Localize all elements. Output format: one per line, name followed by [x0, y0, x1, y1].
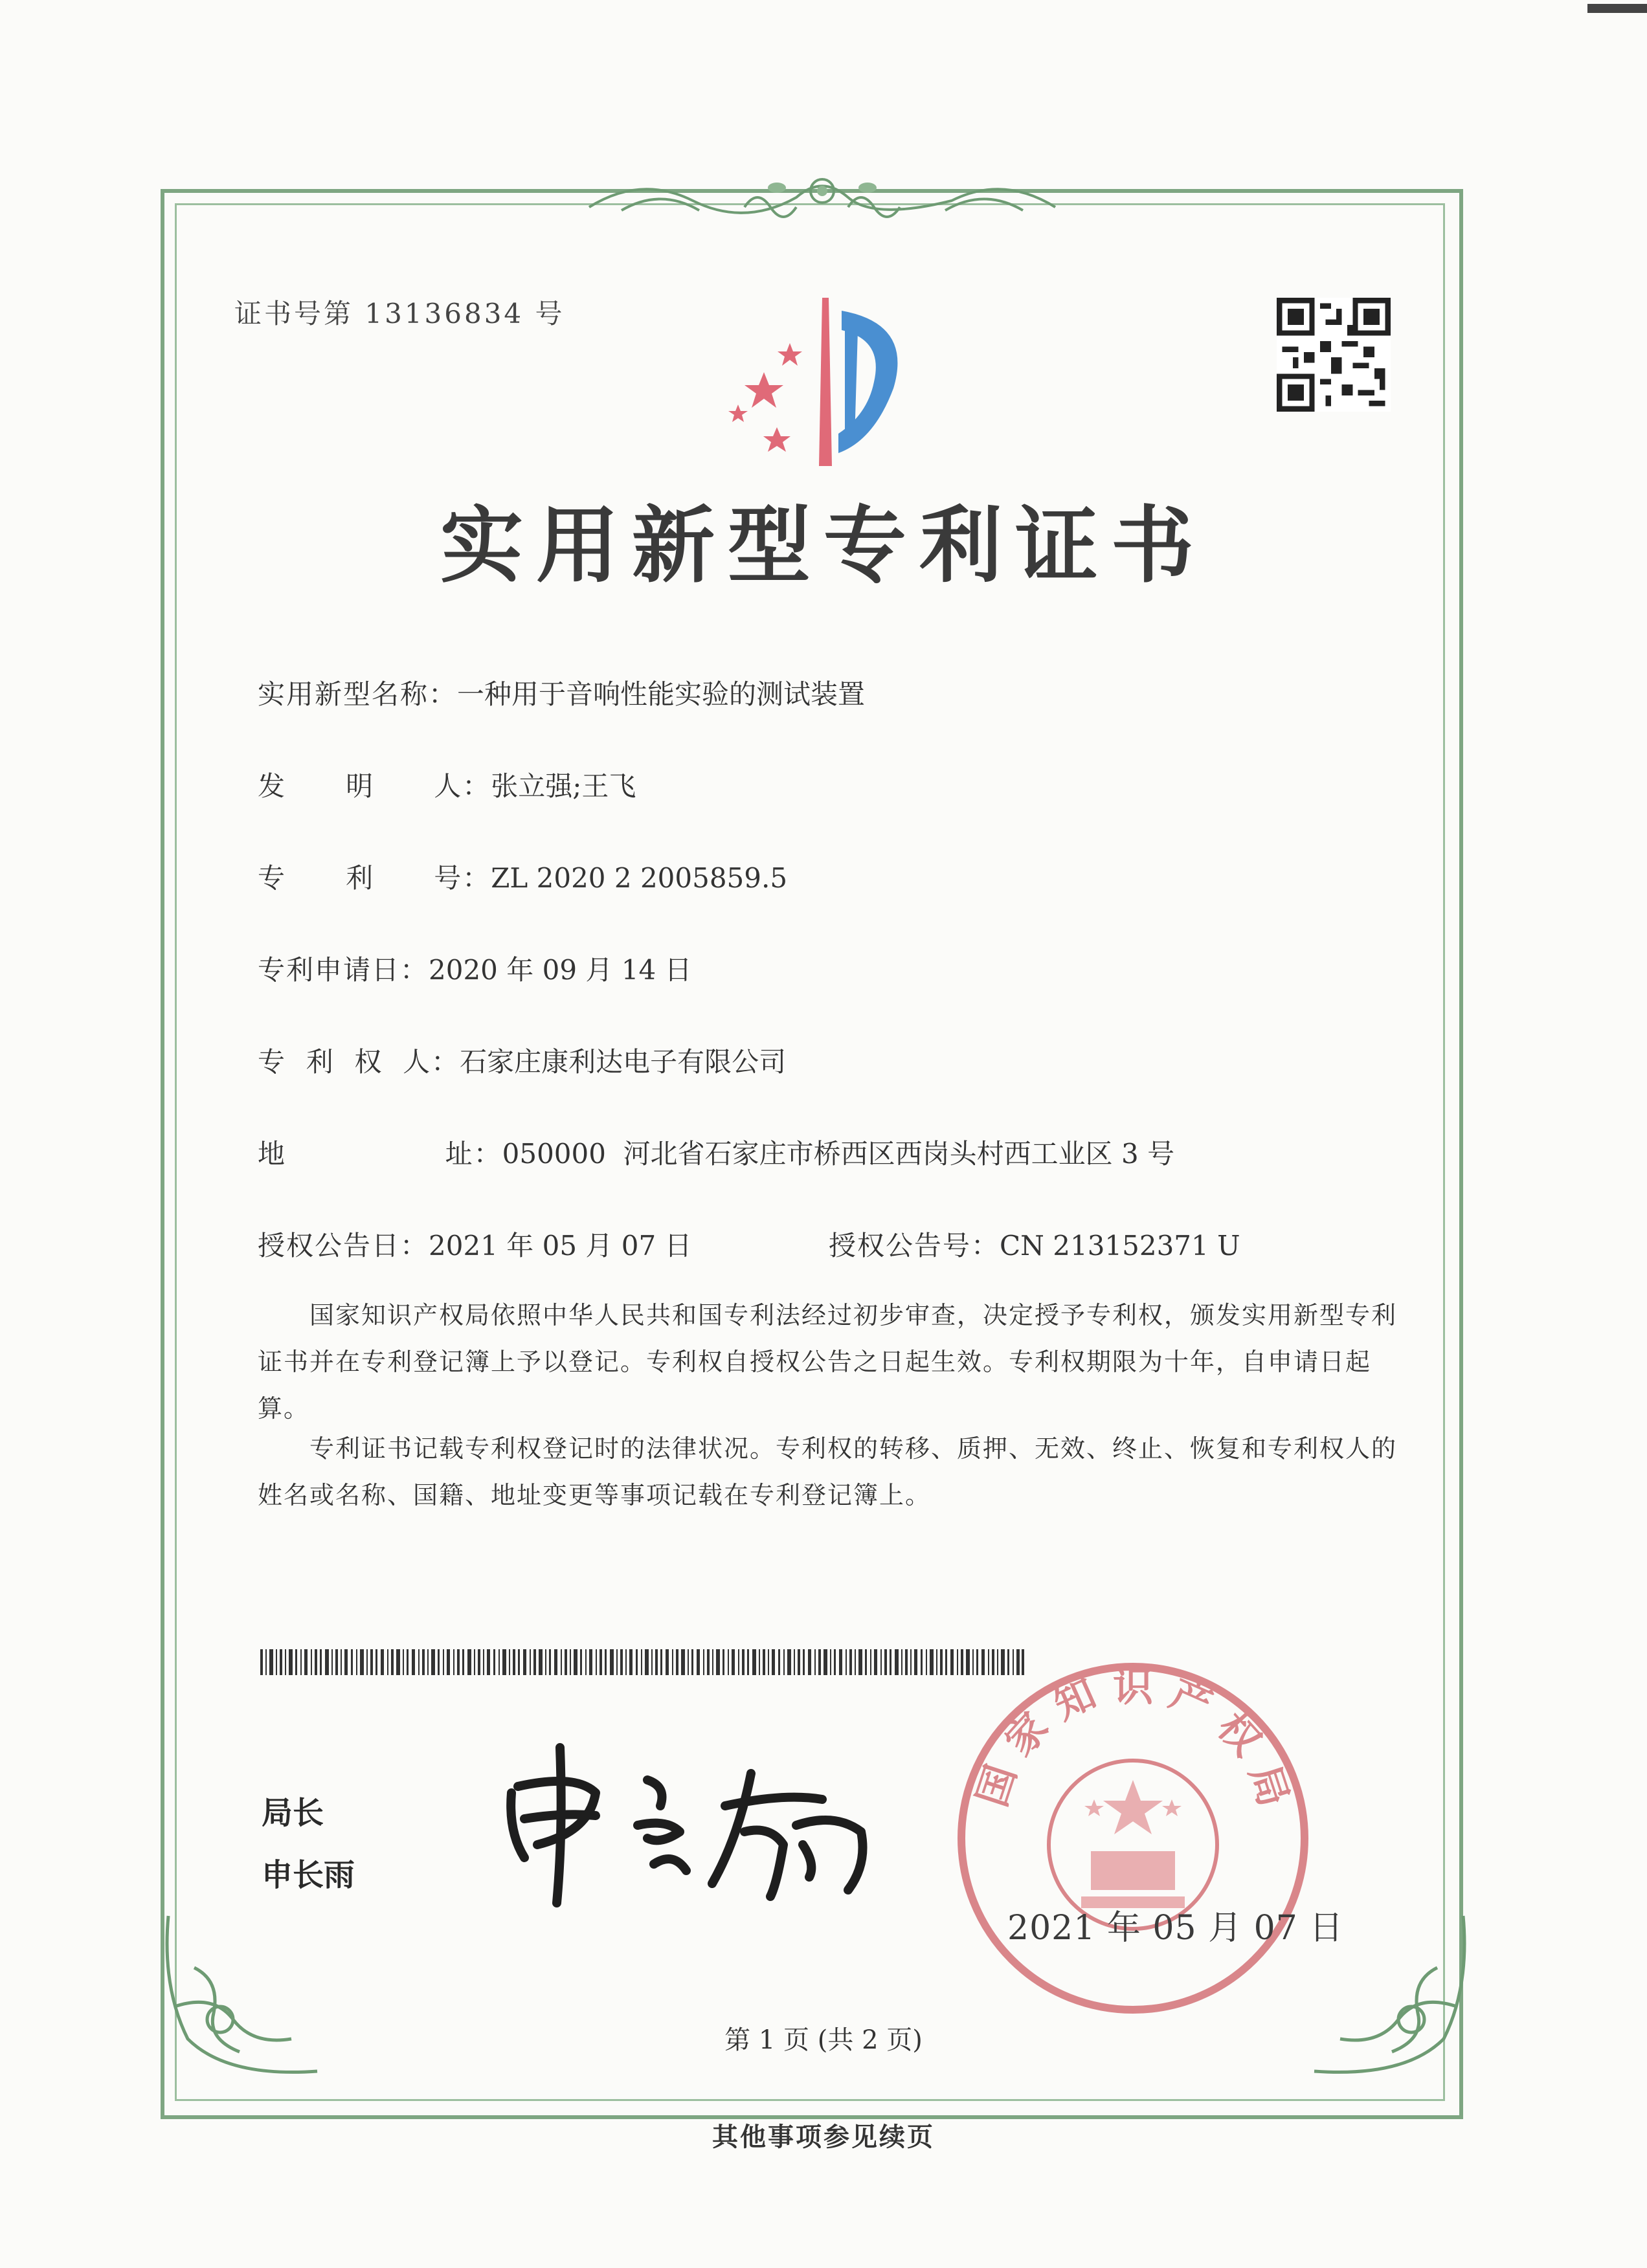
official-seal — [952, 1657, 1314, 2019]
field-label: 授权公告日： — [258, 1230, 429, 1262]
signatory-name: 申长雨 — [262, 1857, 355, 1893]
field-label: 专 利 号： — [258, 862, 491, 894]
seal-date: 2021 年 05 月 07 日 — [1007, 1909, 1344, 1948]
page-number: 第 1 页 (共 2 页) — [724, 2025, 923, 2055]
body-paragraph-2: 专利证书记载专利权登记时的法律状况。专利权的转移、质押、无效、终止、恢复和专利权人的姓名或名称、国籍、地址变更等事项记载在专利登记簿上。 — [258, 1434, 1398, 1509]
top-ornament — [583, 162, 1062, 233]
field-label: 专 利 权 人： — [258, 1046, 460, 1078]
body-paragraph-1: 国家知识产权局依照中华人民共和国专利法经过初步审查，决定授予专利权，颁发实用新型专利证书并在专利登记簿上予以登记。专利权自授权公告之日起生效。专利权期限为十年，自申请日起算。 — [258, 1301, 1398, 1423]
scan-mark — [1587, 4, 1647, 13]
field-grant-date — [258, 1225, 692, 1263]
certificate-number-label: 证书号第 — [234, 298, 354, 329]
field-value: 一种用于音响性能实验的测试装置 — [457, 678, 866, 710]
field-label: 地 址： — [258, 1138, 502, 1170]
barcode — [260, 1649, 1024, 1675]
field-utility-model-name — [258, 673, 865, 712]
field-label: 专利申请日： — [258, 954, 429, 986]
certificate-title: 实用新型专利证书 — [440, 497, 1207, 594]
field-value: 石家庄康利达电子有限公司 — [460, 1046, 787, 1078]
cnipa-emblem-icon — [699, 291, 932, 472]
field-value: 张立强;王飞 — [491, 770, 636, 802]
field-value: 2021 年 05 月 07 日 — [429, 1230, 692, 1262]
field-value: ZL 2020 2 2005859.5 — [491, 862, 788, 894]
field-value: CN 213152371 U — [1000, 1230, 1240, 1262]
field-inventor — [258, 765, 636, 804]
handwritten-signature — [499, 1735, 900, 1916]
field-address — [258, 1133, 1174, 1172]
footer-note: 其他事项参见续页 — [712, 2122, 935, 2152]
field-label: 授权公告号： — [829, 1230, 1000, 1262]
field-grant-number — [829, 1225, 1240, 1263]
certificate-number-value: 13136834 — [364, 298, 524, 329]
field-patent-number — [258, 857, 787, 896]
field-value: 2020 年 09 月 14 日 — [429, 954, 692, 986]
qr-code — [1277, 298, 1391, 412]
svg-text:国 家 知 识 产 权 局: 国 家 知 识 产 权 局 — [968, 1663, 1298, 1812]
field-filing-date — [258, 949, 692, 988]
signatory-title: 局长 — [262, 1795, 324, 1831]
certificate-number — [234, 293, 565, 331]
certificate-number-suffix: 号 — [535, 298, 565, 329]
field-label: 实用新型名称： — [258, 678, 458, 710]
field-label: 发 明 人： — [258, 770, 491, 802]
field-value: 050000 河北省石家庄市桥西区西岗头村西工业区 3 号 — [502, 1138, 1175, 1170]
field-patentee — [258, 1041, 786, 1080]
